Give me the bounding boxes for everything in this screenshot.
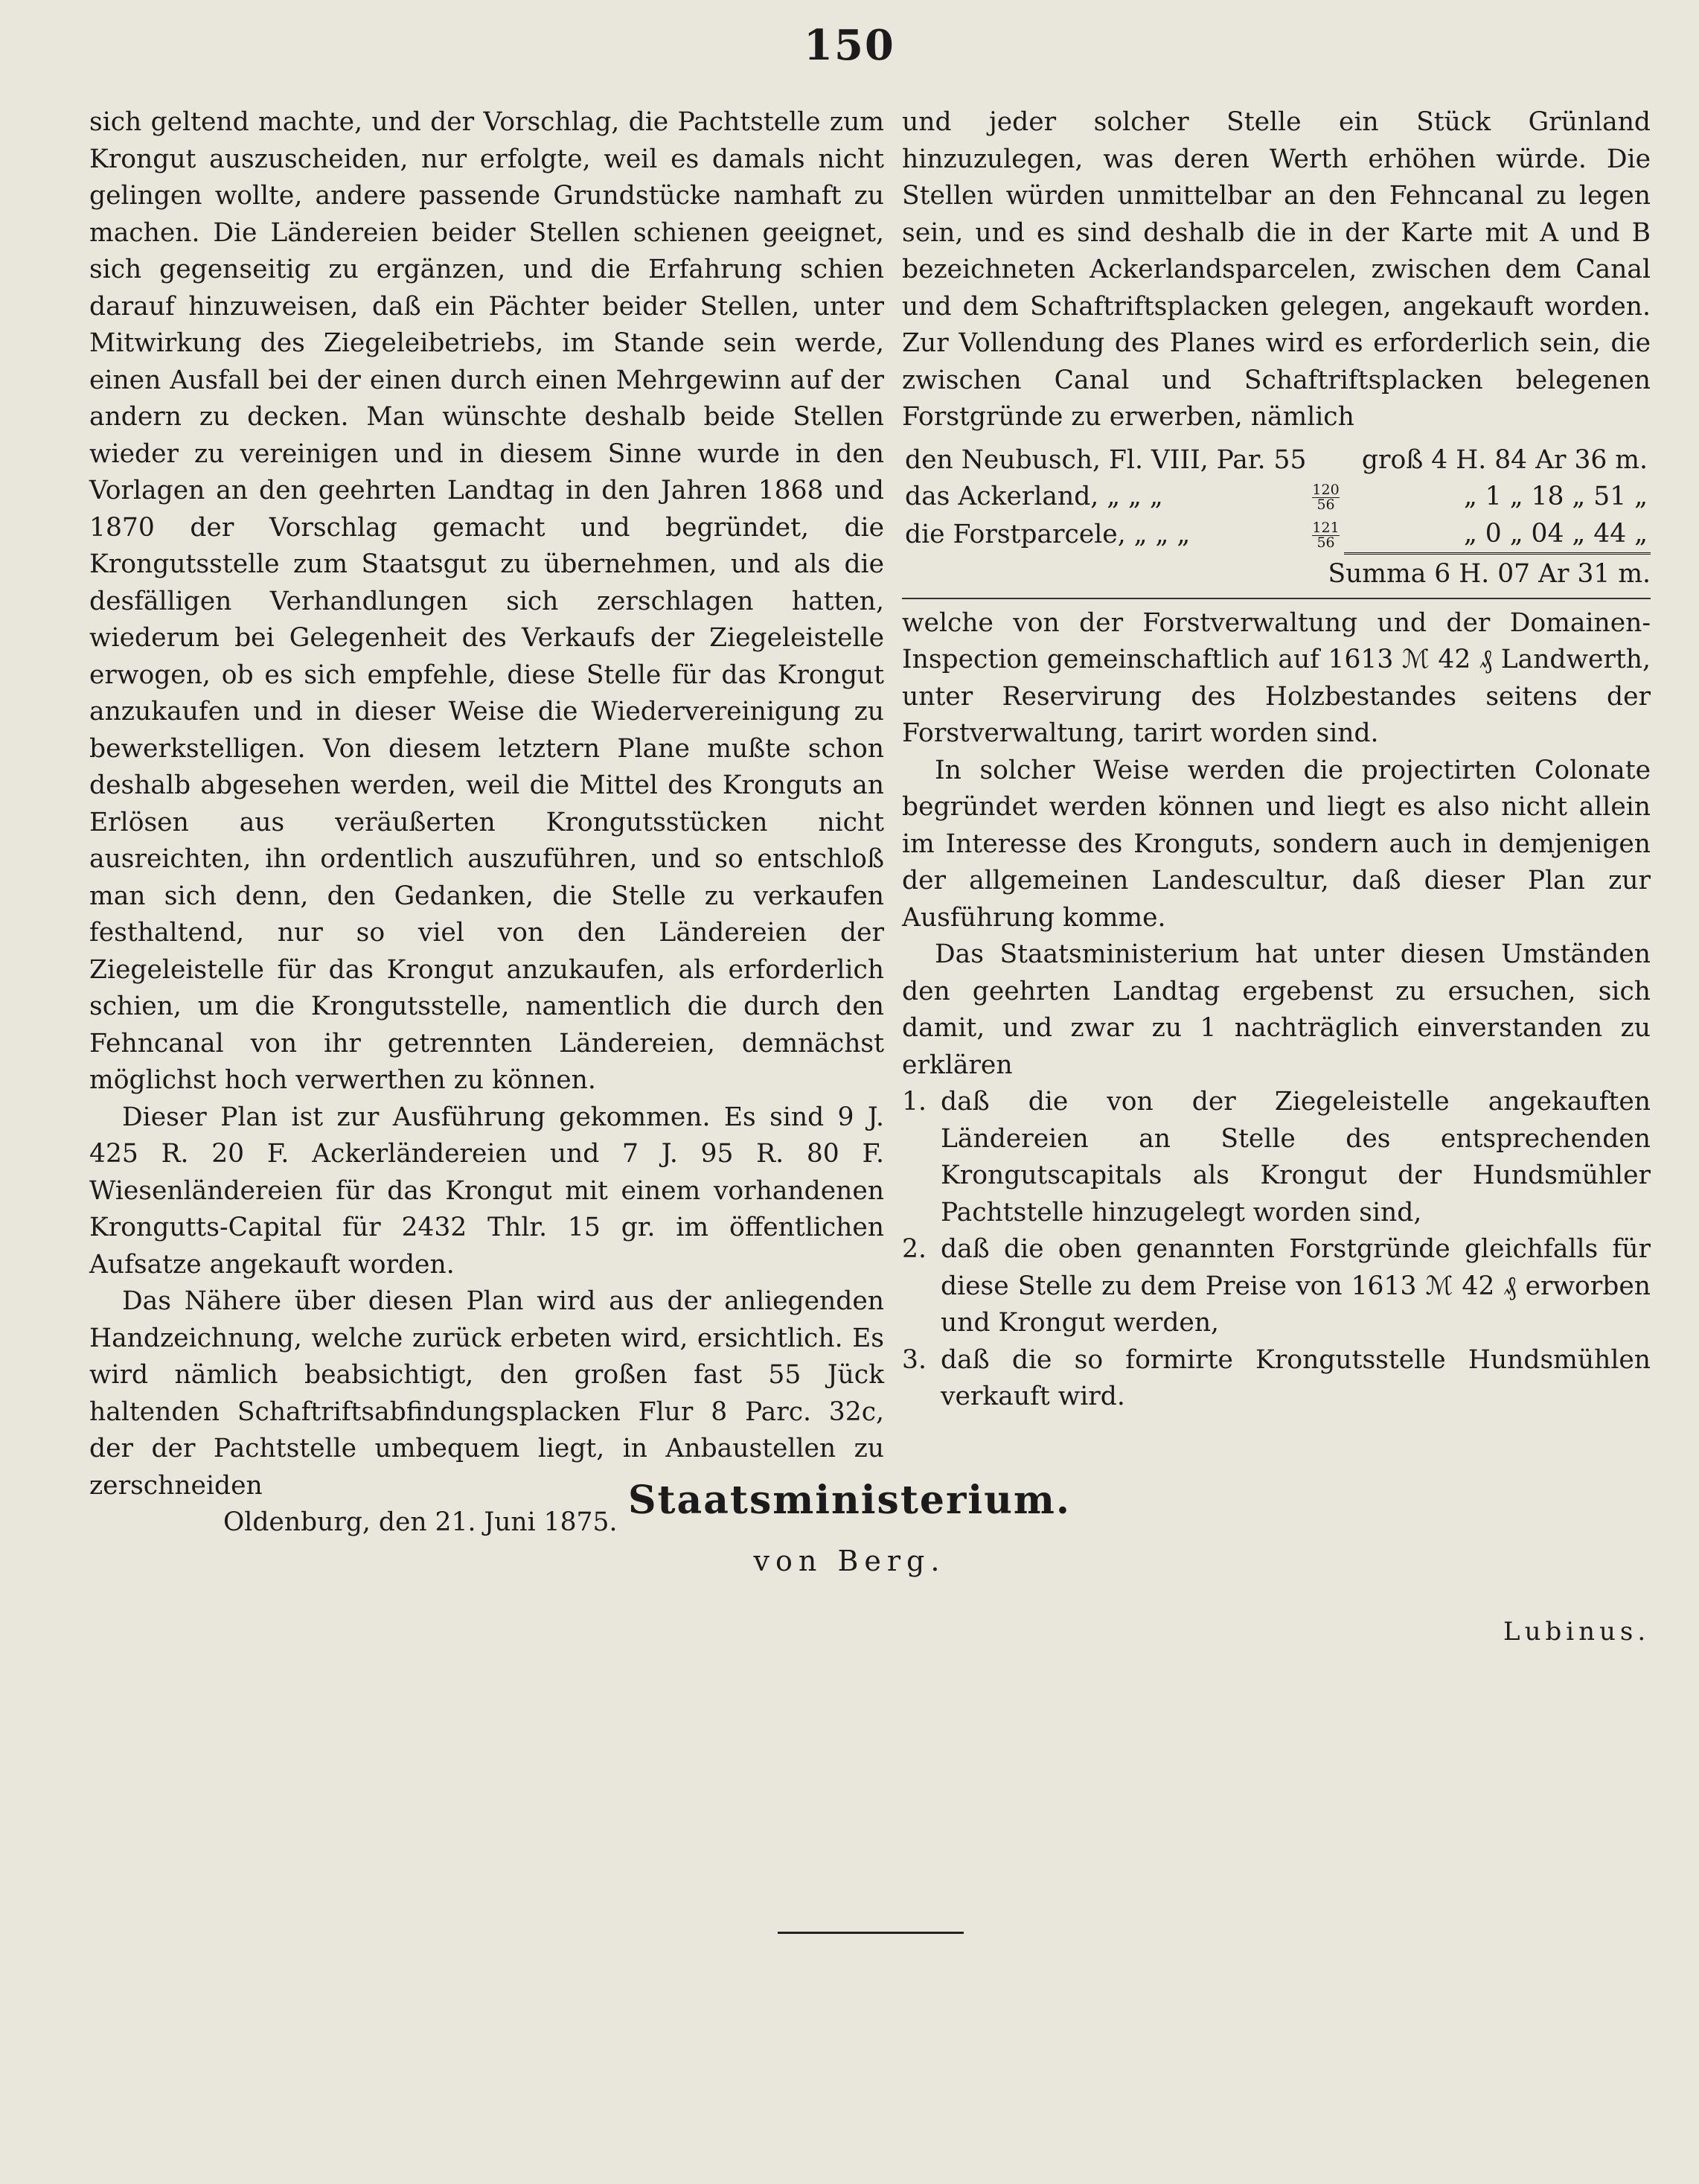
- fraction-numerator: 120: [1312, 482, 1340, 498]
- fraction-denominator: 56: [1316, 534, 1335, 551]
- right-paragraph-4: Das Staatsministerium hat unter diesen Umständen den geehrten Landtag ergebenst zu ersuchen, sich damit, und zwar zu 1 nachträglich einverstanden zu erklären: [902, 939, 1651, 1080]
- left-column: [89, 104, 884, 1542]
- list-text: daß die von der Ziegeleistelle angekauften Ländereien an Stelle des entsprechenden Krongutscapitals als Krongut der Hundsmühler Pachtstelle hinzugelegt worden sind,: [941, 1087, 1651, 1227]
- date-line: Oldenburg, den 21. Juni 1875.: [223, 1507, 618, 1537]
- parcel-size: „ 0 „ 04 „ 44 „: [1344, 516, 1651, 554]
- list-text: daß die oben genannten Forstgründe gleichfalls für diese Stelle zu dem Preise von 1613 ℳ 42 ₰ erworben und Krongut werden,: [941, 1234, 1651, 1338]
- ministry-heading: Staatsministerium.: [627, 1478, 1072, 1523]
- parcel-fraction: [1309, 516, 1344, 554]
- right-paragraph-1: und jeder solcher Stelle ein Stück Grünland hinzuzulegen, was deren Werth erhöhen würde. Die Stellen würden unmittelbar an den Fehncanal zu legen sein, und es sind deshalb die in der Karte mit A und B bezeichneten Ackerlandsparcelen, zwischen dem Canal und dem Schaftriftsplacken gelegen, angekauft worden. Zur Vollendung des Planes wird es erforderlich sein, die zwischen Canal und Schaftriftsplacken belegenen Forstgründe zu erwerben, nämlich: [902, 107, 1651, 432]
- list-item: [902, 1342, 1651, 1416]
- bottom-divider: [778, 1932, 964, 1934]
- list-text: daß die so formirte Krongutsstelle Hundsmühlen verkauft wird.: [941, 1344, 1651, 1411]
- parcel-size: groß 4 H. 84 Ar 36 m.: [1361, 444, 1648, 475]
- left-paragraph-1: sich geltend machte, und der Vorschlag, die Pachtstelle zum Krongut auszuscheiden, nur erfolgte, weil es damals nicht gelingen wollte, andere passende Grundstücke namhaft zu machen. Die Ländereien beider Stellen schienen geeignet, sich gegenseitig zu ergänzen, und die Erfahrung schien darauf hinzuweisen, daß ein Pächter beider Stellen, unter Mitwirkung des Ziegeleibetriebs, im Stande sein werde, einen Ausfall bei der einen durch einen Mehrgewinn auf der andern zu decken. Man wünschte deshalb beide Stellen wieder zu vereinigen und in diesem Sinne wurde in den Vorlagen an den geehrten Landtag in den Jahren 1868 und 1870 der Vorschlag gemacht und begründet, die Krongutsstelle zum Staatsgut zu übernehmen, und als die desfälligen Verhandlungen sich zerschlagen hatten, wiederum bei Gelegenheit des Verkaufs der Ziegeleistelle erwogen, ob es sich empfehle, diese Stelle für das Krongut anzukaufen und in dieser Weise die Wiedervereinigung zu bewerkstelligen. Von diesem letztern Plane mußte schon deshalb abgesehen werden, weil die Mittel des Kronguts an Erlösen aus veräußerten Krongutsstücken nicht ausreichten, ihn ordentlich auszuführen, und so entschloß man sich denn, den Gedanken, die Stelle zu verkaufen festhaltend, nur so viel von den Ländereien der Ziegeleistelle für das Krongut anzukaufen, als erforderlich schien, um die Krongutsstelle, namentlich die durch den Fehncanal von ihr getrennten Ländereien, demnächst möglichst hoch verwerthen zu können.: [89, 107, 884, 1095]
- signer-name: von Berg.: [753, 1545, 946, 1577]
- fraction-denominator: 56: [1316, 496, 1335, 513]
- table-row: [902, 516, 1651, 554]
- parcel-label: den Neubusch, Fl. VIII, Par. 55: [905, 444, 1307, 475]
- list-number: 1.: [902, 1087, 927, 1117]
- right-column: [902, 104, 1651, 1416]
- list-number: 2.: [902, 1234, 927, 1264]
- page-number: 150: [804, 21, 895, 70]
- table-row: [902, 479, 1651, 516]
- right-paragraph-3: In solcher Weise werden die projectirten Colonate begründet werden können und liegt es also nicht allein im Interesse des Kronguts, sondern auch in demjenigen der allgemeinen Landescultur, daß dieser Plan zur Ausführung komme.: [902, 755, 1651, 933]
- land-parcel-table: [902, 442, 1651, 555]
- left-paragraph-3: Das Nähere über diesen Plan wird aus der anliegenden Handzeichnung, welche zurück erbeten wird, ersichtlich. Es wird nämlich beabsichtigt, den großen fast 55 Jück haltenden Schaftriftsabfindungsplacken Flur 8 Parc. 32c, der der Pachtstelle umbequem liegt, in Anbaustellen zu zerschneiden: [89, 1286, 884, 1501]
- divider: [902, 598, 1651, 599]
- table-row: [902, 442, 1651, 479]
- sum-line: Summa 6 H. 07 Ar 31 m.: [1328, 559, 1651, 589]
- list-item: [902, 1084, 1651, 1231]
- request-list: [902, 1084, 1651, 1416]
- countersigner-name: Lubinus.: [1503, 1617, 1651, 1647]
- parcel-label: die Forstparcele, „ „ „: [905, 520, 1191, 549]
- parcel-label: das Ackerland, „ „ „: [905, 482, 1163, 511]
- fraction-numerator: 121: [1312, 520, 1340, 536]
- right-paragraph-2: welche von der Forstverwaltung und der Domainen-Inspection gemeinschaftlich auf 1613 ℳ 42 ₰ Landwerth, unter Reservirung des Holzbestandes seitens der Forstverwaltung, tarirt worden sind.: [902, 607, 1651, 748]
- left-paragraph-2: Dieser Plan ist zur Ausführung gekommen. Es sind 9 J. 425 R. 20 F. Ackerländereien und 7 J. 95 R. 80 F. Wiesenländereien für das Krongut mit einem vorhandenen Krongutts-Capital für 2432 Thlr. 15 gr. im öffentlichen Aufsatze angekauft worden.: [89, 1102, 884, 1280]
- list-number: 3.: [902, 1344, 927, 1375]
- list-item: [902, 1231, 1651, 1342]
- parcel-fraction: [1309, 442, 1344, 479]
- parcel-fraction: [1309, 479, 1344, 516]
- parcel-size: „ 1 „ 18 „ 51 „: [1463, 482, 1648, 511]
